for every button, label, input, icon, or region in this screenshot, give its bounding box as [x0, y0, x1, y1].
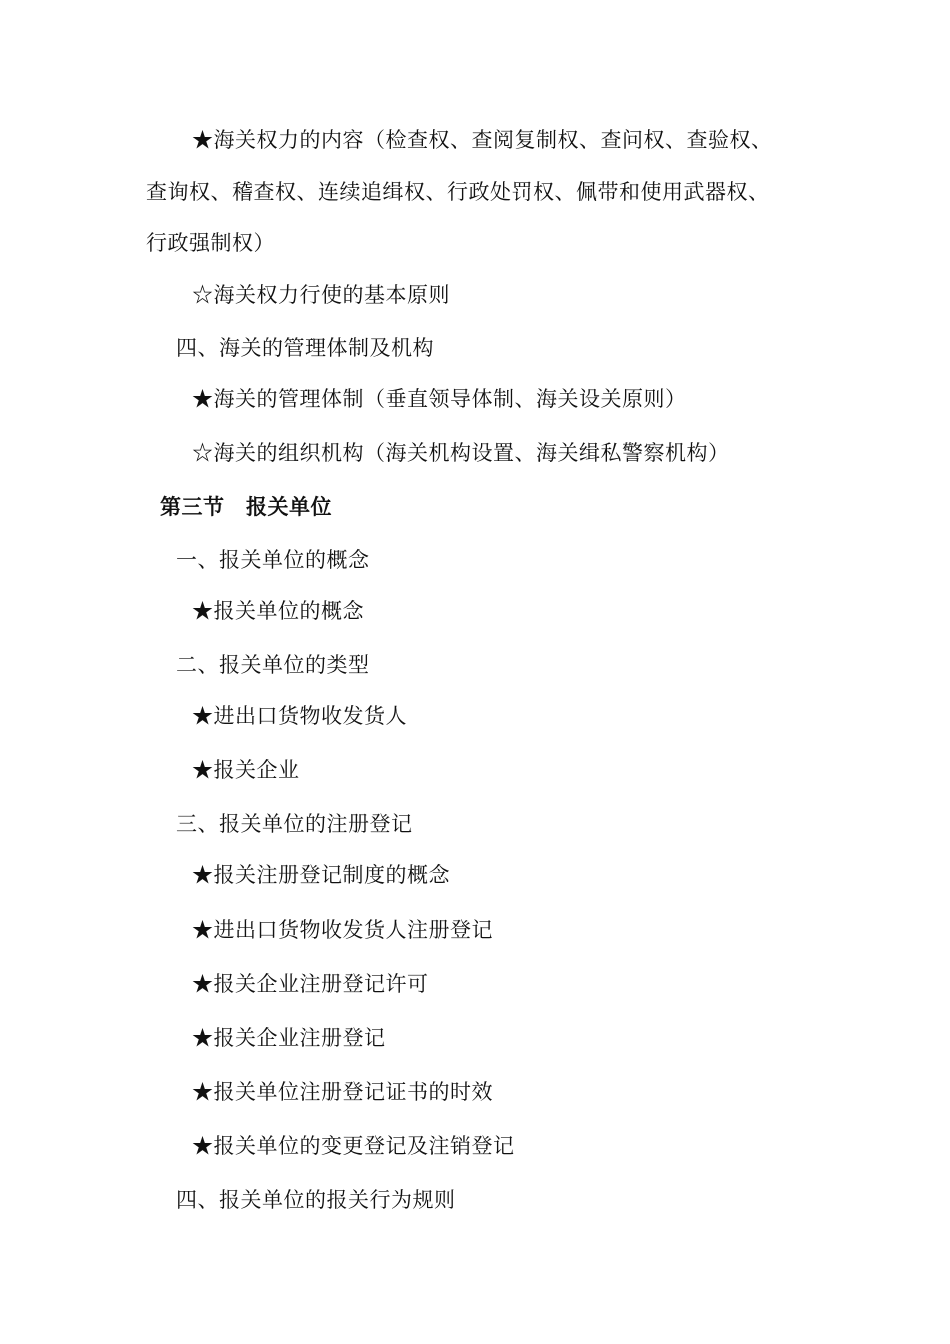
heading-concept: 一、报关单位的概念: [176, 548, 370, 572]
list-item-registration-concept: ★报关注册登记制度的概念: [192, 863, 450, 887]
list-item-enterprise-registration: ★报关企业注册登记: [192, 1026, 386, 1050]
list-item-concept: ★报关单位的概念: [192, 599, 364, 623]
heading-customs-management: 四、海关的管理体制及机构: [176, 336, 434, 360]
section-title: 第三节 报关单位: [160, 495, 332, 519]
heading-conduct-rules: 四、报关单位的报关行为规则: [176, 1188, 456, 1212]
list-item-management-system: ★海关的管理体制（垂直领导体制、海关设关原则）: [192, 387, 687, 411]
list-item-registration-permit: ★报关企业注册登记许可: [192, 972, 429, 996]
customs-powers-line-2: 查询权、稽查权、连续追缉权、行政处罚权、佩带和使用武器权、: [146, 180, 770, 204]
list-item-principles: ☆海关权力行使的基本原则: [192, 283, 450, 307]
heading-types: 二、报关单位的类型: [176, 653, 370, 677]
list-item-organization: ☆海关的组织机构（海关机构设置、海关缉私警察机构）: [192, 441, 730, 465]
list-item-consignor-registration: ★进出口货物收发货人注册登记: [192, 918, 493, 942]
list-item-change-cancel: ★报关单位的变更登记及注销登记: [192, 1134, 515, 1158]
list-item-enterprise: ★报关企业: [192, 758, 300, 782]
list-item-certificate-validity: ★报关单位注册登记证书的时效: [192, 1080, 493, 1104]
customs-powers-line-1: ★海关权力的内容（检查权、查阅复制权、查问权、查验权、: [192, 128, 773, 152]
list-item-consignor: ★进出口货物收发货人: [192, 704, 407, 728]
customs-powers-line-3: 行政强制权）: [146, 231, 275, 255]
heading-registration: 三、报关单位的注册登记: [176, 812, 413, 836]
